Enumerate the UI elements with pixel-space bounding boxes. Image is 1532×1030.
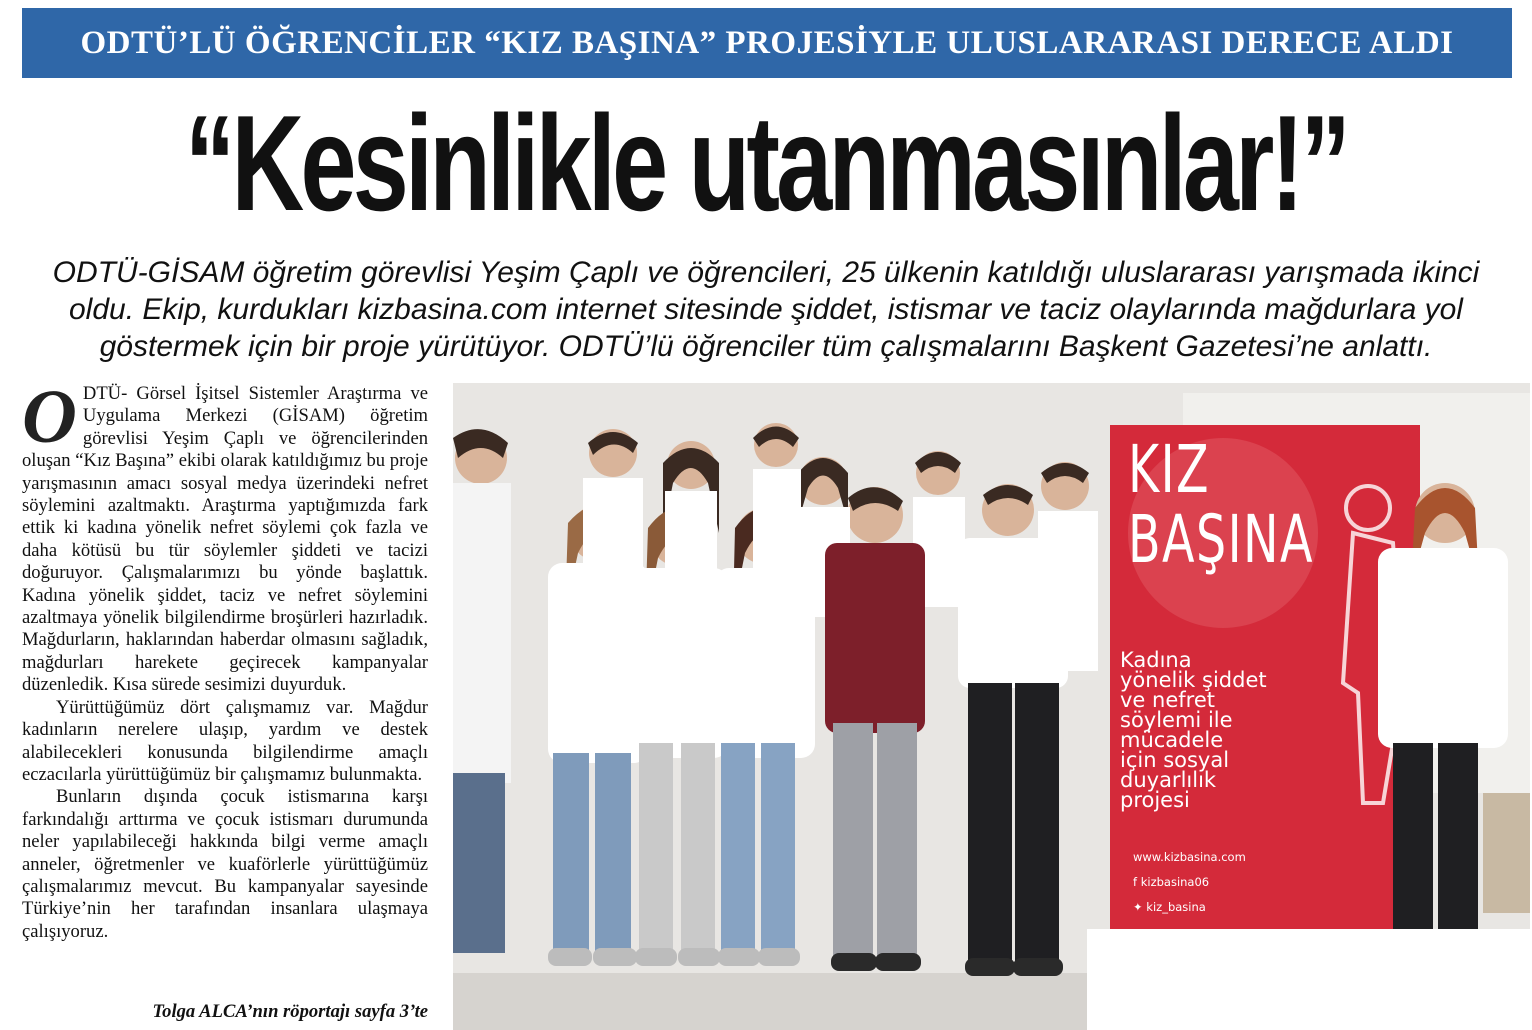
poster-subtitle bbox=[1120, 650, 1300, 810]
section-banner bbox=[22, 8, 1512, 78]
poster-title-line: KIZ bbox=[1128, 431, 1211, 508]
deck-line: oldu. Ekip, kurdukları kizbasina.com internet sitesinde şiddet, istismar ve taciz olaylarında mağdurlara yol bbox=[69, 293, 1463, 326]
poster-subtitle-line: ve nefret bbox=[1120, 688, 1215, 712]
poster-twitter: ✦ kiz_basina bbox=[1133, 900, 1206, 914]
article-body bbox=[22, 375, 428, 1028]
poster-facebook: f kizbasina06 bbox=[1133, 875, 1210, 889]
deck-summary bbox=[20, 254, 1512, 365]
poster-title bbox=[1128, 431, 1314, 578]
article-paragraph: Bunların dışında çocuk istismarına karşı farkındalığı arttırma ve çocuk istismarı durumunda neler yapılabileceği hakkında bilgi verme amaçlı anneler, öğretmenler ve kuaförlerle yürüttüğümüz çalışmalarımız mevcut. Bu kampanyalar sayesinde Türkiye’nin her tarafından insanlara ulaşmaya çalışıyoruz. bbox=[22, 786, 428, 942]
poster-subtitle-line: yönelik şiddet bbox=[1120, 668, 1267, 692]
poster-social bbox=[1133, 845, 1333, 920]
photo-corner-blank bbox=[1087, 929, 1532, 1030]
poster-subtitle-line: Kadına bbox=[1120, 648, 1192, 672]
banner-text: ODTÜ’LÜ ÖĞRENCİLER “KIZ BAŞINA” PROJESİYLE ULUSLARARASI DERECE ALDI bbox=[80, 24, 1454, 61]
deck-line: göstermek için bir proje yürütüyor. ODTÜ’lü öğrenciler tüm çalışmalarını Başkent Gazetesi’ne anlattı. bbox=[99, 330, 1433, 363]
poster-title-line: BAŞINA bbox=[1128, 501, 1314, 578]
poster-subtitle-line: söylemi ile bbox=[1120, 708, 1233, 732]
headline: “Kesinlikle utanmasınlar!” bbox=[184, 87, 1348, 239]
drop-cap: O bbox=[22, 375, 77, 459]
article-paragraph bbox=[22, 375, 428, 697]
poster-subtitle-line: için sosyal bbox=[1120, 748, 1230, 772]
twitter-icon: ✦ bbox=[1133, 900, 1147, 914]
byline: Tolga ALCA’nın röportajı sayfa 3’te bbox=[152, 1001, 428, 1022]
deck-line: ODTÜ-GİSAM öğretim görevlisi Yeşim Çaplı ve öğrencileri, 25 ülkenin katıldığı uluslararası yarışmada ikinci bbox=[52, 256, 1480, 289]
article-paragraph-text: DTÜ- Görsel İşitsel Sistemler Araştırma ve Uygulama Merkezi (GİSAM) öğretim görevlisi Yeşim Çaplı ve öğrencilerinden oluşan “Kız Başına” ekibi olarak katıldığımız bu proje yarışmasının amacı sosyal medya üzerindeki nefret söylemini azaltmaktı. Araştırma yaptığımızda fark ettik ki kadına yönelik nefret söylemi çok fazla ve daha kötüsü bu tür söylemler şiddeti ve tacizi doğuruyor. Çalışmalarımızı bu yönde başlattık. Kadına yönelik şiddet, taciz ve nefret söylemini azaltmaya yönelik bilgilendirme broşürleri hazırladık. Mağdurların, haklarından haberdar olmasını sağladık, mağdurları harekete geçirecek kampanyalar düzenledik. Kısa sürede sesimizi duyurduk. bbox=[22, 383, 428, 696]
poster-website: www.kizbasina.com bbox=[1133, 850, 1246, 864]
poster-subtitle-line: mücadele bbox=[1120, 728, 1224, 752]
facebook-icon: f bbox=[1133, 875, 1141, 889]
poster-subtitle-line: duyarlılık bbox=[1120, 768, 1217, 792]
poster-subtitle-line: projesi bbox=[1120, 788, 1190, 812]
article-paragraph: Yürüttüğümüz dört çalışmamız var. Mağdur kadınların nerelere ulaşıp, yardım ve destek alabilecekleri konusunda bilgilendirme amaçlı eczacılarla yürüttüğümüz bir çalışmamız bulunmakta. bbox=[22, 696, 428, 785]
